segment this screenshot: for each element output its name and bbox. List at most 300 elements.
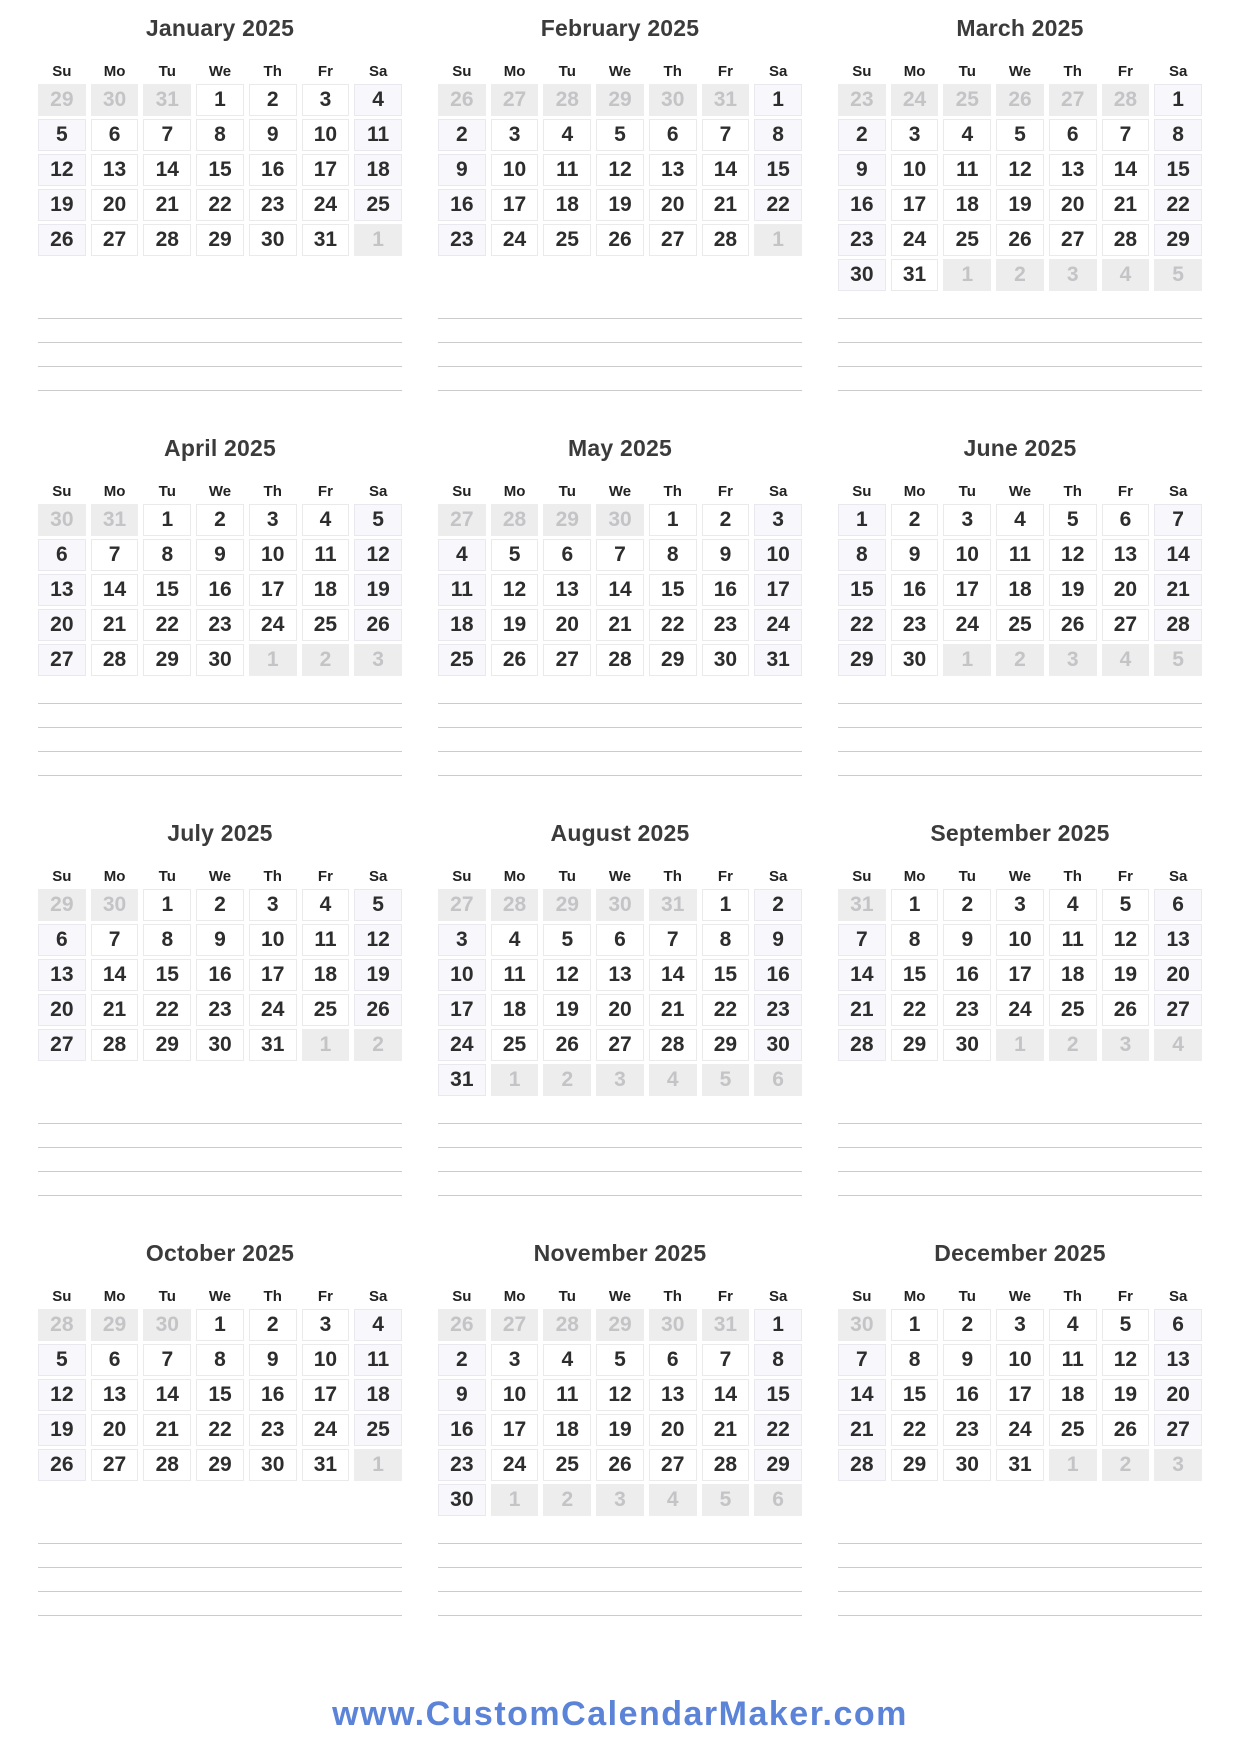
date-cell: 26 (1049, 609, 1097, 641)
date-cell-adjacent-month: 30 (649, 84, 697, 116)
day-header-th: Th (263, 63, 282, 80)
date-cell: 20 (91, 1414, 139, 1446)
date-cell: 10 (302, 1344, 350, 1376)
date-cell: 24 (996, 1414, 1044, 1446)
day-header-row (838, 868, 1202, 886)
calendar-band-4 (38, 1240, 1202, 1639)
date-cell: 23 (196, 609, 244, 641)
date-cell: 2 (754, 889, 802, 921)
notes-lines (438, 318, 802, 414)
day-header-su: Su (452, 63, 472, 80)
date-cell-adjacent-month: 29 (91, 1309, 139, 1341)
date-cell: 10 (249, 924, 297, 956)
date-cell: 3 (943, 504, 991, 536)
note-line (838, 1543, 1202, 1567)
day-header-fr: Fr (1117, 1288, 1133, 1305)
date-cell-adjacent-month: 31 (702, 1309, 750, 1341)
date-cell: 25 (354, 1414, 402, 1446)
date-cell: 18 (438, 609, 486, 641)
date-cell: 21 (838, 994, 886, 1026)
date-cell: 1 (838, 504, 886, 536)
date-cell: 2 (438, 119, 486, 151)
note-line (38, 1543, 402, 1567)
date-cell-adjacent-month: 28 (543, 84, 591, 116)
day-header-th: Th (1063, 63, 1082, 80)
date-cell-adjacent-month: 3 (596, 1484, 644, 1516)
date-cell-adjacent-month: 31 (702, 84, 750, 116)
date-cell: 23 (943, 1414, 991, 1446)
day-header-fr: Fr (1117, 483, 1133, 500)
date-cell: 21 (596, 609, 644, 641)
date-cell: 17 (491, 189, 539, 221)
day-header-mo: Mo (103, 483, 126, 500)
date-cell: 9 (891, 539, 939, 571)
date-cell: 4 (491, 924, 539, 956)
date-cell-adjacent-month: 4 (1102, 259, 1150, 291)
month-title: January 2025 (145, 15, 295, 41)
date-cell: 2 (196, 504, 244, 536)
date-cell: 30 (196, 644, 244, 676)
date-cell: 28 (143, 224, 191, 256)
notes-lines (438, 1543, 802, 1639)
day-header-we: We (1008, 483, 1032, 500)
date-cell-adjacent-month: 30 (91, 889, 139, 921)
note-line (38, 1123, 402, 1147)
date-cell: 11 (1049, 1344, 1097, 1376)
date-cell: 14 (143, 1379, 191, 1411)
date-cell: 13 (1049, 154, 1097, 186)
date-cell: 18 (543, 1414, 591, 1446)
date-cell-adjacent-month: 30 (143, 1309, 191, 1341)
day-header-row (38, 63, 402, 81)
date-cell: 11 (354, 119, 402, 151)
day-header-su: Su (52, 483, 72, 500)
day-header-th: Th (1063, 1288, 1082, 1305)
date-cell: 4 (543, 119, 591, 151)
date-cell: 18 (354, 154, 402, 186)
date-cell-adjacent-month: 6 (754, 1484, 802, 1516)
date-cell: 17 (943, 574, 991, 606)
day-header-mo: Mo (103, 1288, 126, 1305)
calendar-band-3 (38, 820, 1202, 1219)
date-cell: 30 (754, 1029, 802, 1061)
date-cell: 3 (302, 84, 350, 116)
day-header-fr: Fr (717, 483, 733, 500)
date-cell: 11 (943, 154, 991, 186)
date-cell-adjacent-month: 1 (943, 644, 991, 676)
date-cell: 17 (302, 1379, 350, 1411)
day-header-row (838, 1288, 1202, 1306)
date-cell: 29 (891, 1449, 939, 1481)
day-header-we: We (1008, 1288, 1032, 1305)
date-cell: 20 (1154, 1379, 1202, 1411)
date-cell: 2 (196, 889, 244, 921)
date-cell: 23 (702, 609, 750, 641)
date-cell: 9 (196, 924, 244, 956)
note-line (438, 1543, 802, 1567)
date-cell: 29 (838, 644, 886, 676)
date-cell-adjacent-month: 29 (38, 889, 86, 921)
date-cell: 29 (891, 1029, 939, 1061)
date-cell: 24 (943, 609, 991, 641)
note-line (438, 1591, 802, 1615)
note-line (838, 342, 1202, 366)
date-cell: 10 (996, 1344, 1044, 1376)
date-cell-adjacent-month: 27 (491, 1309, 539, 1341)
date-cell-adjacent-month: 3 (1049, 644, 1097, 676)
date-cell: 24 (249, 994, 297, 1026)
date-cell: 20 (38, 994, 86, 1026)
date-cell: 30 (943, 1029, 991, 1061)
date-cell: 6 (596, 924, 644, 956)
notes-lines (838, 318, 1202, 414)
note-line (838, 727, 1202, 751)
date-cell: 5 (596, 1344, 644, 1376)
month-november-2025 (438, 1240, 802, 1516)
date-cell: 24 (302, 189, 350, 221)
date-cell: 20 (649, 189, 697, 221)
date-cell-adjacent-month: 28 (1102, 84, 1150, 116)
note-line (438, 1123, 802, 1147)
date-cell: 14 (143, 154, 191, 186)
date-cell: 5 (596, 119, 644, 151)
notes-lines (838, 703, 1202, 799)
date-cell: 27 (38, 644, 86, 676)
note-line (438, 342, 802, 366)
date-cell-adjacent-month: 2 (543, 1484, 591, 1516)
note-line (38, 1567, 402, 1591)
date-cell: 15 (754, 1379, 802, 1411)
note-line (838, 775, 1202, 799)
date-cell: 27 (91, 1449, 139, 1481)
date-cell: 23 (438, 224, 486, 256)
note-line (838, 703, 1202, 727)
note-line (38, 1615, 402, 1639)
date-cell: 6 (91, 119, 139, 151)
date-cell-adjacent-month: 1 (249, 644, 297, 676)
note-line (838, 366, 1202, 390)
date-cell: 7 (1102, 119, 1150, 151)
day-header-row (38, 483, 402, 501)
date-cell: 26 (354, 994, 402, 1026)
day-header-th: Th (663, 63, 682, 80)
date-cell: 5 (354, 504, 402, 536)
date-cell-adjacent-month: 27 (438, 889, 486, 921)
day-header-row (38, 868, 402, 886)
date-cell-adjacent-month: 2 (354, 1029, 402, 1061)
note-line (438, 366, 802, 390)
date-cell: 28 (838, 1029, 886, 1061)
month-title: November 2025 (533, 1240, 707, 1266)
footer-url-link[interactable]: www.CustomCalendarMaker.com (332, 1695, 908, 1733)
date-cell: 14 (838, 959, 886, 991)
date-cell: 10 (249, 539, 297, 571)
date-cell: 24 (996, 994, 1044, 1026)
month-title: August 2025 (550, 820, 690, 846)
day-header-su: Su (852, 483, 872, 500)
day-header-su: Su (52, 63, 72, 80)
date-cell: 25 (302, 609, 350, 641)
month-title: March 2025 (956, 15, 1084, 41)
date-cell: 9 (249, 1344, 297, 1376)
day-header-tu: Tu (558, 868, 576, 885)
date-cell: 12 (38, 154, 86, 186)
date-cell: 3 (491, 119, 539, 151)
date-cell: 22 (754, 1414, 802, 1446)
date-cell: 1 (891, 889, 939, 921)
note-line (838, 1591, 1202, 1615)
day-header-fr: Fr (317, 63, 333, 80)
month-title: October 2025 (145, 1240, 295, 1266)
date-cell: 22 (143, 609, 191, 641)
date-cell: 16 (249, 154, 297, 186)
month-grid (438, 889, 802, 1096)
date-cell: 18 (302, 574, 350, 606)
day-header-we: We (608, 1288, 632, 1305)
date-cell: 10 (491, 1379, 539, 1411)
date-cell: 20 (1049, 189, 1097, 221)
date-cell: 21 (143, 189, 191, 221)
date-cell-adjacent-month: 1 (754, 224, 802, 256)
day-header-tu: Tu (958, 63, 976, 80)
date-cell: 21 (143, 1414, 191, 1446)
date-cell: 1 (196, 1309, 244, 1341)
note-line (838, 1147, 1202, 1171)
date-cell: 15 (838, 574, 886, 606)
date-cell: 16 (438, 1414, 486, 1446)
day-header-fr: Fr (317, 868, 333, 885)
date-cell: 29 (196, 224, 244, 256)
day-header-row (838, 483, 1202, 501)
day-header-su: Su (452, 1288, 472, 1305)
date-cell: 11 (354, 1344, 402, 1376)
date-cell: 5 (38, 1344, 86, 1376)
note-line (438, 703, 802, 727)
date-cell: 1 (143, 889, 191, 921)
day-header-we: We (208, 868, 232, 885)
date-cell: 21 (702, 1414, 750, 1446)
date-cell-adjacent-month: 6 (754, 1064, 802, 1096)
month-grid (838, 84, 1202, 291)
day-header-we: We (1008, 868, 1032, 885)
note-line (38, 1195, 402, 1219)
date-cell: 30 (249, 224, 297, 256)
month-grid (838, 504, 1202, 676)
date-cell: 29 (196, 1449, 244, 1481)
date-cell-adjacent-month: 25 (943, 84, 991, 116)
date-cell: 4 (1049, 1309, 1097, 1341)
date-cell: 7 (649, 924, 697, 956)
date-cell: 12 (996, 154, 1044, 186)
date-cell: 17 (249, 959, 297, 991)
date-cell: 8 (891, 924, 939, 956)
date-cell: 23 (891, 609, 939, 641)
date-cell: 6 (543, 539, 591, 571)
date-cell: 4 (543, 1344, 591, 1376)
day-header-mo: Mo (503, 868, 526, 885)
day-header-we: We (208, 483, 232, 500)
month-february-2025 (438, 15, 802, 291)
day-header-row (438, 483, 802, 501)
date-cell: 8 (838, 539, 886, 571)
date-cell: 23 (249, 1414, 297, 1446)
date-cell: 19 (1049, 574, 1097, 606)
date-cell-adjacent-month: 27 (491, 84, 539, 116)
date-cell: 16 (891, 574, 939, 606)
month-grid (38, 84, 402, 256)
date-cell: 28 (596, 644, 644, 676)
day-header-sa: Sa (1168, 63, 1188, 80)
date-cell: 27 (596, 1029, 644, 1061)
date-cell: 26 (596, 224, 644, 256)
date-cell: 7 (838, 1344, 886, 1376)
notes-lines (38, 318, 402, 414)
notes-lines (38, 1123, 402, 1219)
date-cell-adjacent-month: 5 (1154, 259, 1202, 291)
date-cell: 22 (1154, 189, 1202, 221)
month-grid (38, 889, 402, 1061)
date-cell: 26 (1102, 994, 1150, 1026)
date-cell-adjacent-month: 30 (91, 84, 139, 116)
date-cell: 5 (491, 539, 539, 571)
day-header-fr: Fr (717, 868, 733, 885)
date-cell: 27 (1102, 609, 1150, 641)
date-cell: 29 (143, 1029, 191, 1061)
date-cell-adjacent-month: 28 (543, 1309, 591, 1341)
day-header-sa: Sa (368, 63, 388, 80)
date-cell-adjacent-month: 1 (996, 1029, 1044, 1061)
date-cell: 8 (1154, 119, 1202, 151)
day-header-mo: Mo (903, 1288, 926, 1305)
date-cell: 20 (649, 1414, 697, 1446)
date-cell: 10 (491, 154, 539, 186)
day-header-mo: Mo (903, 63, 926, 80)
day-header-we: We (608, 483, 632, 500)
note-line (38, 318, 402, 342)
date-cell-adjacent-month: 3 (1049, 259, 1097, 291)
date-cell: 1 (891, 1309, 939, 1341)
date-cell: 9 (438, 154, 486, 186)
date-cell: 15 (649, 574, 697, 606)
date-cell-adjacent-month: 1 (354, 224, 402, 256)
date-cell: 20 (596, 994, 644, 1026)
day-header-sa: Sa (368, 483, 388, 500)
date-cell: 27 (38, 1029, 86, 1061)
note-line (438, 1195, 802, 1219)
day-header-tu: Tu (558, 1288, 576, 1305)
notes-lines (38, 1543, 402, 1639)
date-cell: 12 (1049, 539, 1097, 571)
date-cell: 3 (996, 889, 1044, 921)
note-line (438, 1567, 802, 1591)
day-header-tu: Tu (558, 483, 576, 500)
date-cell: 1 (754, 1309, 802, 1341)
date-cell: 6 (1102, 504, 1150, 536)
day-header-we: We (1008, 63, 1032, 80)
date-cell: 22 (143, 994, 191, 1026)
date-cell: 26 (354, 609, 402, 641)
date-cell-adjacent-month: 5 (702, 1064, 750, 1096)
day-header-row (838, 63, 1202, 81)
date-cell: 7 (143, 1344, 191, 1376)
date-cell: 8 (754, 119, 802, 151)
day-header-tu: Tu (158, 63, 176, 80)
month-title: December 2025 (934, 1240, 1106, 1266)
date-cell: 22 (838, 609, 886, 641)
date-cell: 13 (1154, 1344, 1202, 1376)
date-cell: 16 (754, 959, 802, 991)
date-cell: 12 (543, 959, 591, 991)
date-cell: 10 (754, 539, 802, 571)
date-cell: 12 (1102, 924, 1150, 956)
date-cell-adjacent-month: 26 (438, 84, 486, 116)
date-cell: 22 (891, 1414, 939, 1446)
day-header-tu: Tu (158, 1288, 176, 1305)
day-header-sa: Sa (368, 868, 388, 885)
date-cell: 3 (302, 1309, 350, 1341)
notes-lines (438, 1123, 802, 1219)
date-cell: 30 (438, 1484, 486, 1516)
date-cell: 24 (302, 1414, 350, 1446)
date-cell: 11 (1049, 924, 1097, 956)
date-cell: 24 (891, 224, 939, 256)
note-line (38, 775, 402, 799)
date-cell: 28 (838, 1449, 886, 1481)
date-cell: 17 (249, 574, 297, 606)
notes-lines (38, 703, 402, 799)
date-cell: 9 (249, 119, 297, 151)
note-line (438, 775, 802, 799)
note-line (438, 390, 802, 414)
date-cell-adjacent-month: 29 (543, 889, 591, 921)
date-cell: 26 (38, 224, 86, 256)
date-cell: 14 (702, 1379, 750, 1411)
date-cell-adjacent-month: 1 (354, 1449, 402, 1481)
date-cell: 19 (38, 189, 86, 221)
date-cell-adjacent-month: 23 (838, 84, 886, 116)
date-cell: 2 (838, 119, 886, 151)
date-cell: 7 (702, 119, 750, 151)
day-header-sa: Sa (368, 1288, 388, 1305)
date-cell: 12 (596, 1379, 644, 1411)
date-cell: 12 (596, 154, 644, 186)
date-cell-adjacent-month: 28 (38, 1309, 86, 1341)
date-cell: 19 (38, 1414, 86, 1446)
date-cell: 21 (702, 189, 750, 221)
date-cell: 10 (996, 924, 1044, 956)
note-line (438, 1171, 802, 1195)
date-cell: 7 (596, 539, 644, 571)
date-cell-adjacent-month: 29 (38, 84, 86, 116)
date-cell: 3 (996, 1309, 1044, 1341)
date-cell: 18 (1049, 1379, 1097, 1411)
date-cell: 25 (543, 1449, 591, 1481)
date-cell: 11 (302, 924, 350, 956)
date-cell: 18 (302, 959, 350, 991)
month-grid (38, 1309, 402, 1481)
date-cell: 28 (702, 1449, 750, 1481)
date-cell: 24 (754, 609, 802, 641)
date-cell-adjacent-month: 30 (838, 1309, 886, 1341)
date-cell: 15 (891, 1379, 939, 1411)
date-cell: 26 (596, 1449, 644, 1481)
date-cell-adjacent-month: 2 (996, 259, 1044, 291)
day-header-sa: Sa (1168, 1288, 1188, 1305)
date-cell: 12 (354, 924, 402, 956)
date-cell: 20 (1102, 574, 1150, 606)
date-cell: 1 (649, 504, 697, 536)
date-cell: 18 (491, 994, 539, 1026)
